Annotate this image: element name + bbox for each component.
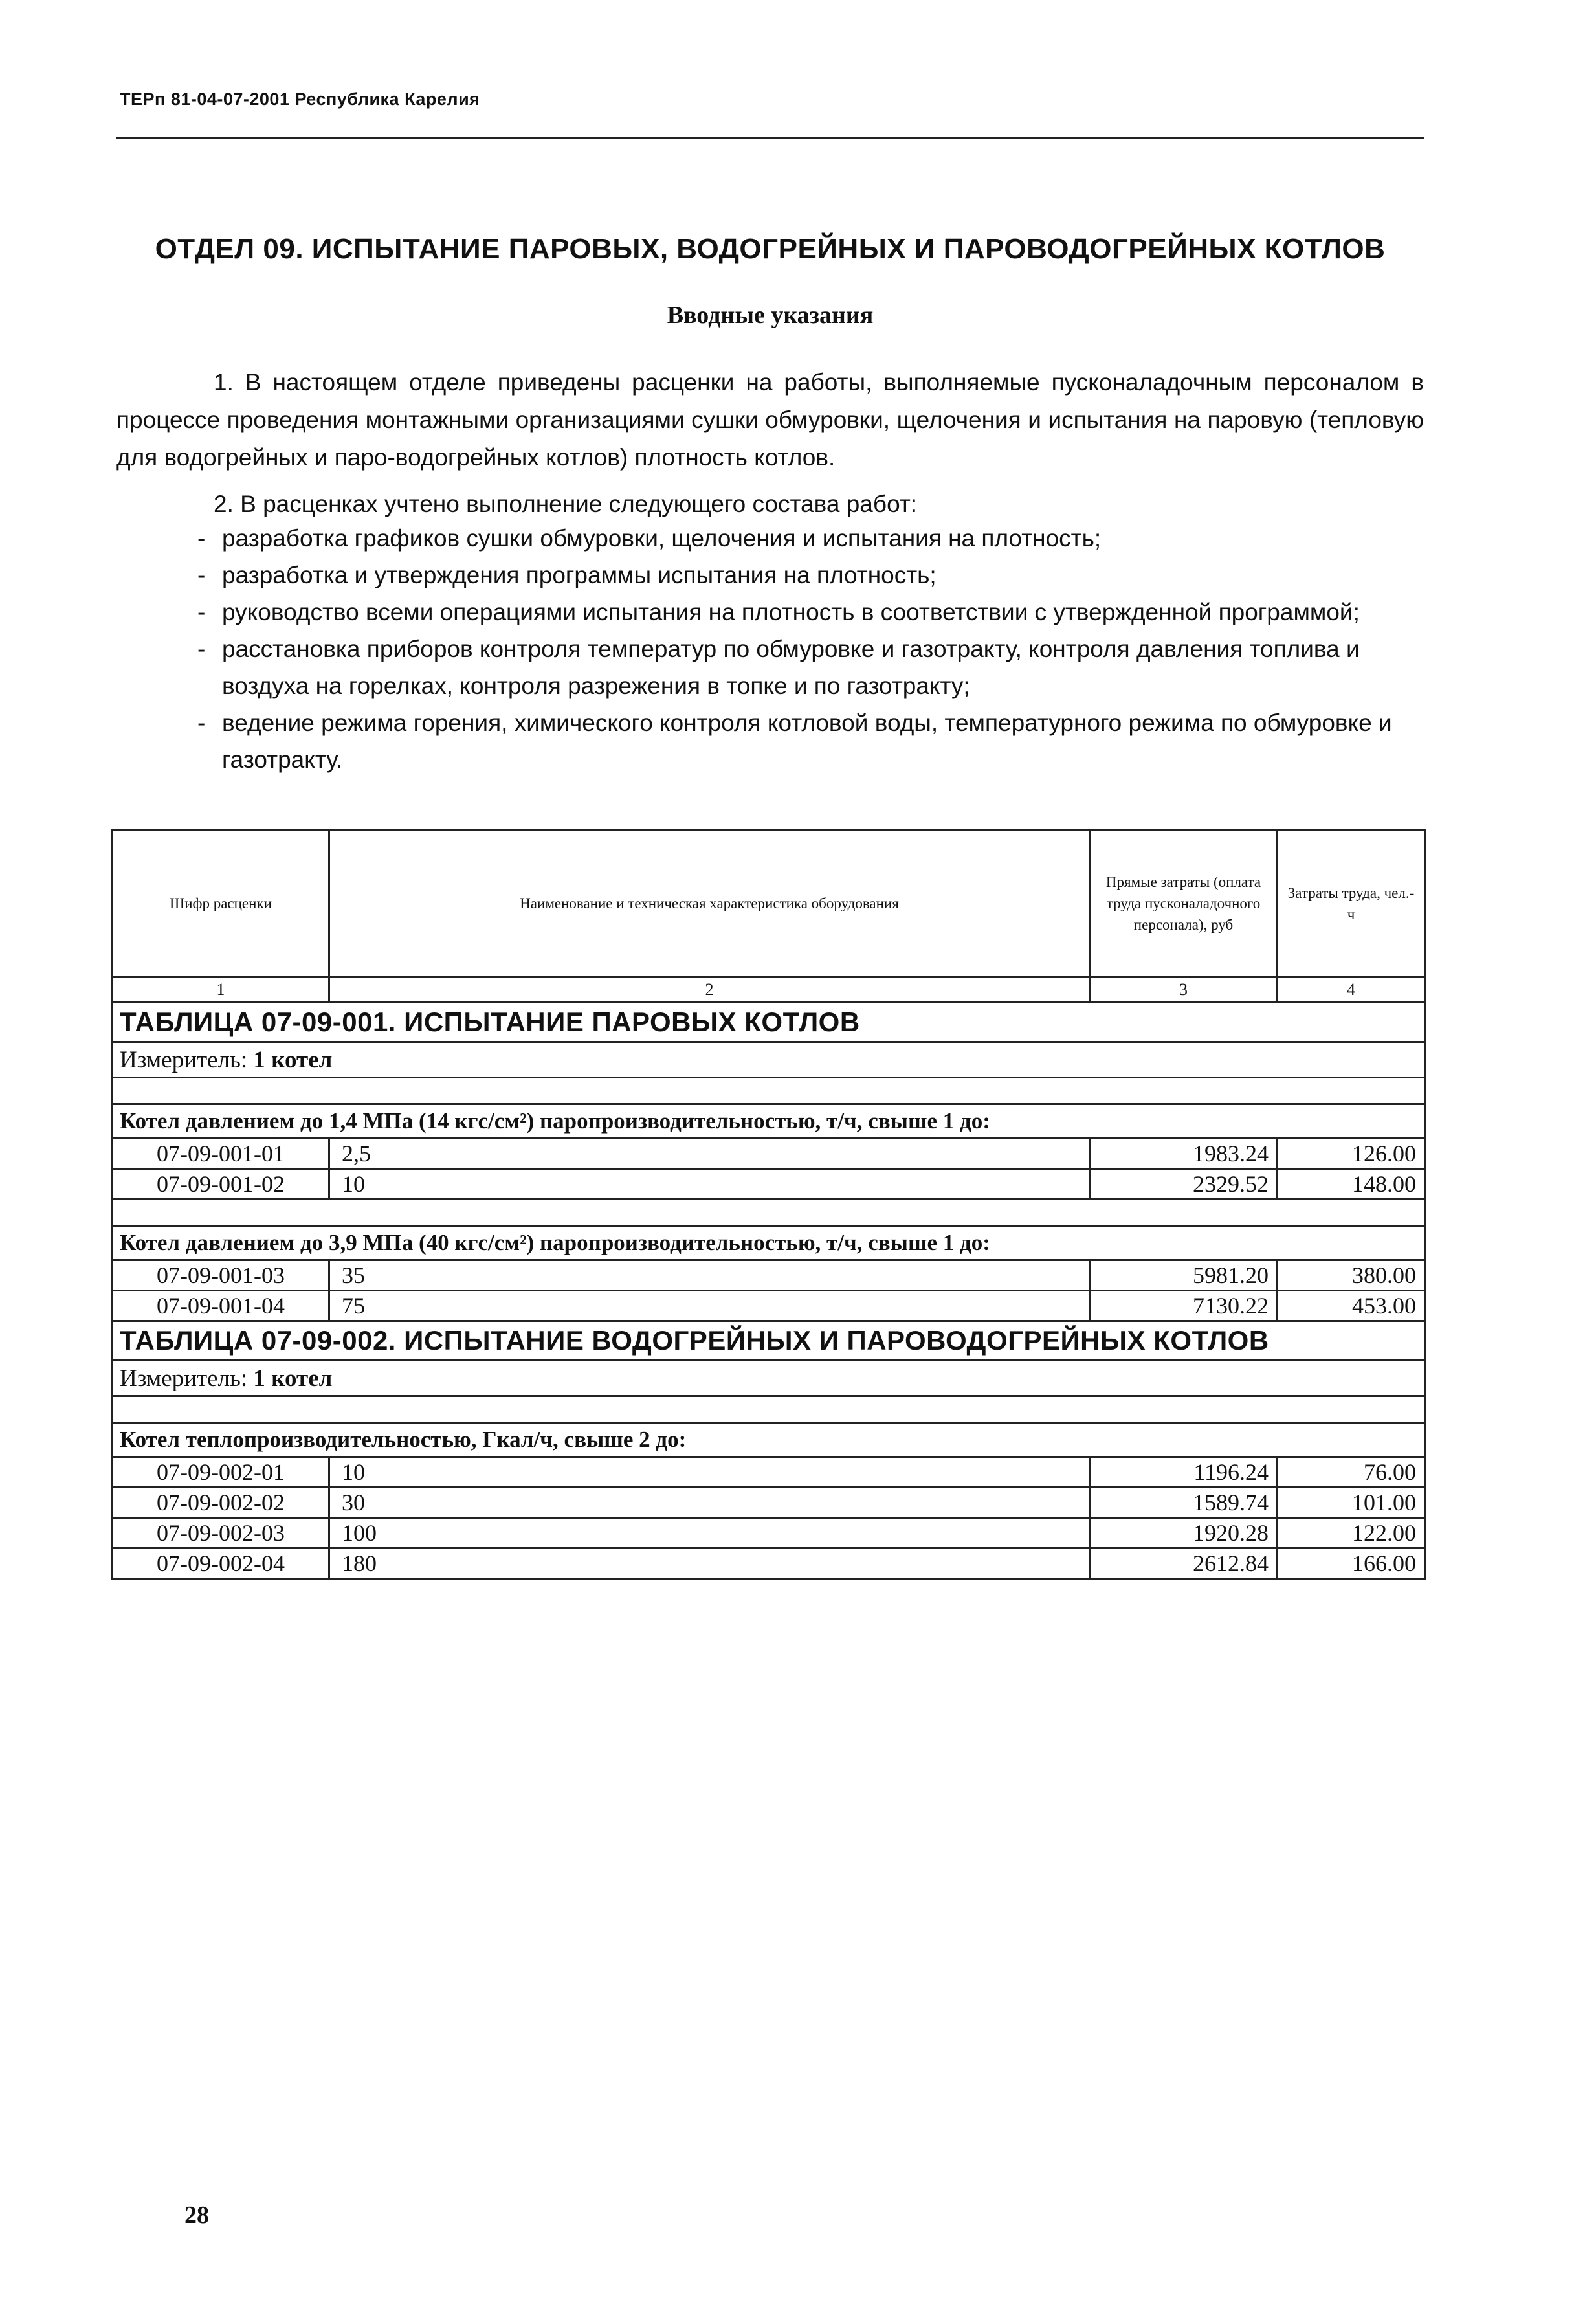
- work-list-item: - разработка графиков сушки обмуровки, щелочения и испытания на плотность;: [197, 520, 1427, 557]
- spacer: [113, 1396, 1425, 1423]
- work-list: [197, 520, 1427, 778]
- column-number: 4: [1278, 978, 1425, 1003]
- rate-cost: 2329.52: [1090, 1169, 1278, 1200]
- table-title: ТАБЛИЦА 07-09-001. ИСПЫТАНИЕ ПАРОВЫХ КОТЛОВ: [113, 1003, 1425, 1042]
- rate-code: 07-09-002-02: [113, 1488, 329, 1518]
- rate-code: 07-09-001-03: [113, 1260, 329, 1291]
- rate-name: 30: [329, 1488, 1090, 1518]
- table-row: [113, 1488, 1425, 1518]
- rate-cost: 2612.84: [1090, 1548, 1278, 1579]
- section-title: ОТДЕЛ 09. ИСПЫТАНИЕ ПАРОВЫХ, ВОДОГРЕЙНЫХ И ПАРОВОДОГРЕЙНЫХ КОТЛОВ: [155, 233, 1386, 265]
- table-row: [113, 1169, 1425, 1200]
- intro-title: Вводные указания: [667, 302, 874, 329]
- unit-label: Измеритель:: [120, 1365, 248, 1392]
- rate-name: 10: [329, 1457, 1090, 1488]
- rate-code: 07-09-001-01: [113, 1139, 329, 1169]
- header-code: Шифр расценки: [113, 830, 329, 978]
- column-number: 2: [329, 978, 1090, 1003]
- unit-label: Измеритель:: [120, 1046, 248, 1073]
- rate-labor: 126.00: [1278, 1139, 1425, 1169]
- unit: [113, 1361, 1425, 1396]
- table-row: [113, 1457, 1425, 1488]
- group-title: Котел давлением до 3,9 МПа (40 кгс/см²) паропроизводительностью, т/ч, свыше 1 до:: [113, 1226, 1425, 1260]
- work-list-item: - руководство всеми операциями испытания на плотность в соответствии с утвержденной программой;: [197, 594, 1427, 631]
- rate-labor: 380.00: [1278, 1260, 1425, 1291]
- rate-name: 75: [329, 1291, 1090, 1321]
- rate-name: 35: [329, 1260, 1090, 1291]
- rate-labor: 148.00: [1278, 1169, 1425, 1200]
- rate-name: 100: [329, 1518, 1090, 1548]
- intro-paragraph-1: 1. В настоящем отделе приведены расценки на работы, выполняемые пусконаладочным персоналом в процессе проведения монтажными организациями сушки обмуровки, щелочения и испытания на паровую (тепловую для водогрейных и паро-водогрейных котлов) плотность котлов.: [116, 369, 1424, 471]
- rate-cost: 5981.20: [1090, 1260, 1278, 1291]
- spacer: [113, 1200, 1425, 1226]
- table-title-row: [113, 1003, 1425, 1042]
- rate-name: 180: [329, 1548, 1090, 1579]
- rate-code: 07-09-001-02: [113, 1169, 329, 1200]
- group-row: [113, 1104, 1425, 1139]
- group-row: [113, 1226, 1425, 1260]
- work-list-item: - ведение режима горения, химического контроля котловой воды, температурного режима по обмуровке и газотракту.: [197, 704, 1427, 778]
- rate-cost: 1589.74: [1090, 1488, 1278, 1518]
- unit-value: 1 котел: [253, 1365, 333, 1392]
- rate-name: 10: [329, 1169, 1090, 1200]
- table-row: [113, 1291, 1425, 1321]
- column-number: 1: [113, 978, 329, 1003]
- unit: [113, 1042, 1425, 1078]
- rate-cost: 1920.28: [1090, 1518, 1278, 1548]
- unit-value: 1 котел: [253, 1046, 333, 1073]
- table-row: [113, 1139, 1425, 1169]
- intro-paragraph-2: 2. В расценках учтено выполнение следующего состава работ:: [214, 491, 918, 517]
- header-labor: Затраты труда, чел.-ч: [1278, 830, 1425, 978]
- rate-labor: 101.00: [1278, 1488, 1425, 1518]
- table-header-row: [113, 830, 1425, 978]
- header-cost: Прямые затраты (оплата труда пусконаладочного персонала), руб: [1090, 830, 1278, 978]
- spacer: [113, 1078, 1425, 1104]
- rate-labor: 76.00: [1278, 1457, 1425, 1488]
- rate-labor: 453.00: [1278, 1291, 1425, 1321]
- column-number: 3: [1090, 978, 1278, 1003]
- unit-row: [113, 1361, 1425, 1396]
- rate-labor: 122.00: [1278, 1518, 1425, 1548]
- table-title-row: [113, 1321, 1425, 1361]
- group-title: Котел теплопроизводительностью, Гкал/ч, свыше 2 до:: [113, 1423, 1425, 1457]
- table-title: ТАБЛИЦА 07-09-002. ИСПЫТАНИЕ ВОДОГРЕЙНЫХ И ПАРОВОДОГРЕЙНЫХ КОТЛОВ: [113, 1321, 1425, 1361]
- work-list-item: - расстановка приборов контроля температур по обмуровке и газотракту, контроля давления топлива и воздуха на горелках, контроля разрежения в топке и по газотракту;: [197, 631, 1427, 704]
- table-row: [113, 1518, 1425, 1548]
- column-number-row: [113, 978, 1425, 1003]
- group-title: Котел давлением до 1,4 МПа (14 кгс/см²) паропроизводительностью, т/ч, свыше 1 до:: [113, 1104, 1425, 1139]
- rate-name: 2,5: [329, 1139, 1090, 1169]
- rate-labor: 166.00: [1278, 1548, 1425, 1579]
- page-number: 28: [184, 2202, 209, 2229]
- work-list-item: - разработка и утверждения программы испытания на плотность;: [197, 557, 1427, 594]
- rate-cost: 7130.22: [1090, 1291, 1278, 1321]
- rates-table: [111, 829, 1426, 1580]
- rate-code: 07-09-002-03: [113, 1518, 329, 1548]
- header-name: Наименование и техническая характеристика оборудования: [329, 830, 1090, 978]
- rate-cost: 1196.24: [1090, 1457, 1278, 1488]
- group-row: [113, 1423, 1425, 1457]
- rate-code: 07-09-001-04: [113, 1291, 329, 1321]
- table-row: [113, 1548, 1425, 1579]
- table-row: [113, 1260, 1425, 1291]
- header-divider: [116, 137, 1424, 139]
- rate-cost: 1983.24: [1090, 1139, 1278, 1169]
- rate-code: 07-09-002-04: [113, 1548, 329, 1579]
- rate-code: 07-09-002-01: [113, 1457, 329, 1488]
- unit-row: [113, 1042, 1425, 1078]
- document-reference: ТЕРп 81-04-07-2001 Республика Карелия: [120, 89, 480, 109]
